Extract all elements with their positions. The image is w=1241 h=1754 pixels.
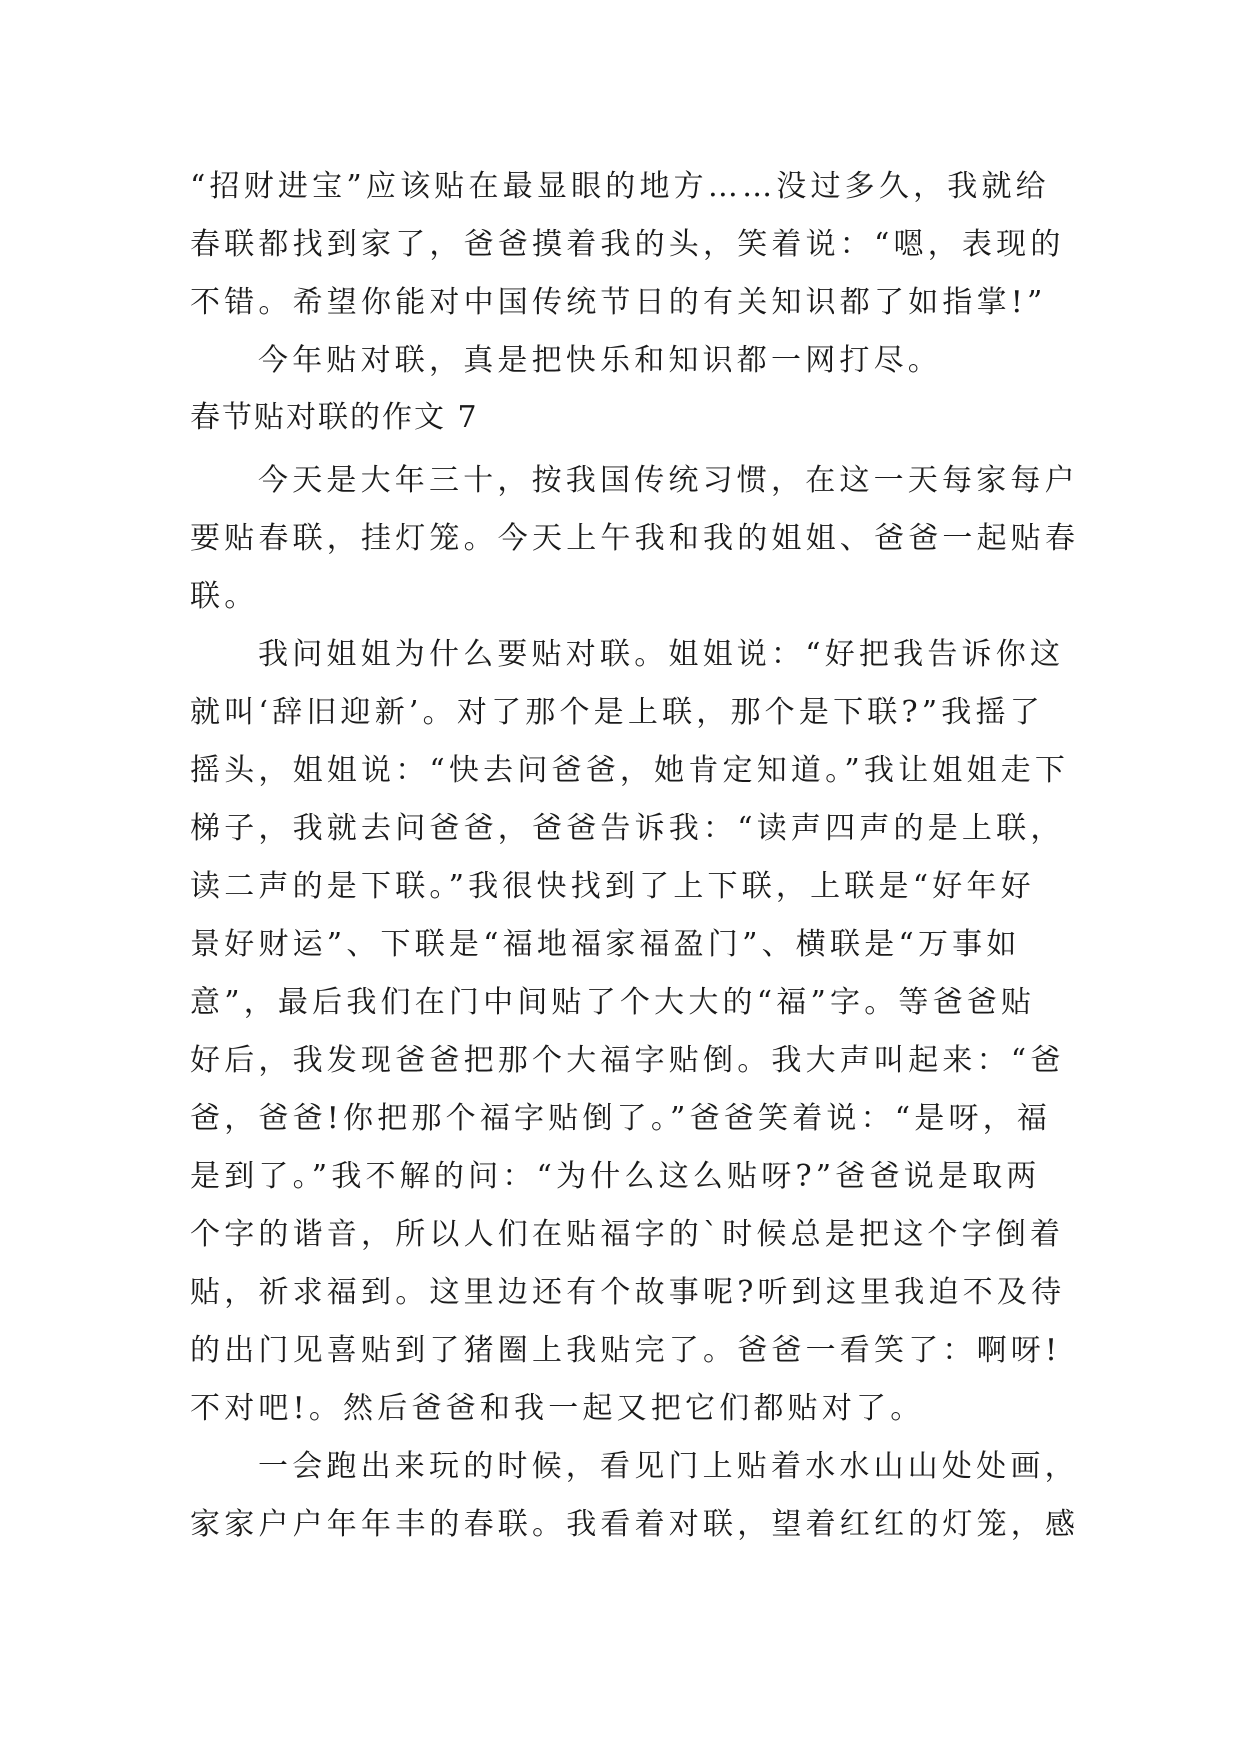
paragraph-4 [190,626,1070,1438]
paragraph-line: 今年贴对联，真是把快乐和知识都一网打尽。 [258,343,942,378]
paragraph-line: 今天是大年三十，按我国传统习惯，在这一天每家每户 [258,463,1079,498]
paragraph-line: 读二声的是下联。”我很快找到了上下联，上联是“好年好 [190,869,1035,904]
paragraph-line: 意”，最后我们在门中间贴了个大大的“福”字。等爸爸贴 [190,985,1036,1020]
paragraph-line: 就叫‘辞旧迎新’。对了那个是上联，那个是下联?”我摇了 [190,695,1044,730]
paragraph-2 [190,332,1070,390]
paragraph-line: 一会跑出来玩的时候，看见门上贴着水水山山处处画， [258,1449,1079,1484]
section-heading: 春节贴对联的作文 7 [190,400,479,435]
paragraph-line: 好后，我发现爸爸把那个大福字贴倒。我大声叫起来：“爸 [190,1043,1065,1078]
paragraph-line: 春联都找到家了，爸爸摸着我的头，笑着说：“嗯，表现的 [190,227,1065,262]
paragraph-line: 我问姐姐为什么要贴对联。姐姐说：“好把我告诉你这 [258,637,1065,672]
paragraph-line: 联。 [190,579,259,614]
paragraph-line: 梯子，我就去问爸爸，爸爸告诉我：“读声四声的是上联， [190,811,1065,846]
paragraph-line: 景好财运”、下联是“福地福家福盈门”、横联是“万事如 [190,927,1021,962]
paragraph-line: 爸，爸爸!你把那个福字贴倒了。”爸爸笑着说：“是呀，福 [190,1101,1052,1136]
document-page [190,158,1080,1554]
paragraph-3 [190,452,1080,626]
paragraph-line: 家家户户年年丰的春联。我看着对联，望着红红的灯笼，感 [190,1507,1080,1542]
paragraph-line: 不错。希望你能对中国传统节日的有关知识都了如指掌!” [190,285,1047,320]
paragraph-1 [190,158,1070,332]
paragraph-line: 是到了。”我不解的问：“为什么这么贴呀?”爸爸说是取两 [190,1159,1041,1194]
paragraph-line: 的出门见喜贴到了猪圈上我贴完了。爸爸一看笑了：啊呀! [190,1333,1062,1368]
paragraph-line: “招财进宝”应该贴在最显眼的地方……没过多久，我就给 [190,169,1050,204]
paragraph-line: 不对吧!。然后爸爸和我一起又把它们都贴对了。 [190,1391,925,1426]
paragraph-line: 摇头，姐姐说：“快去问爸爸，她肯定知道。”我让姐姐走下 [190,753,1070,788]
paragraph-line: 个字的谐音，所以人们在贴福字的`时候总是把这个字倒着 [190,1217,1065,1252]
paragraph-5 [190,1438,1080,1554]
paragraph-line: 贴，祈求福到。这里边还有个故事呢?听到这里我迫不及待 [190,1275,1066,1310]
paragraph-line: 要贴春联，挂灯笼。今天上午我和我的姐姐、爸爸一起贴春 [190,521,1080,556]
